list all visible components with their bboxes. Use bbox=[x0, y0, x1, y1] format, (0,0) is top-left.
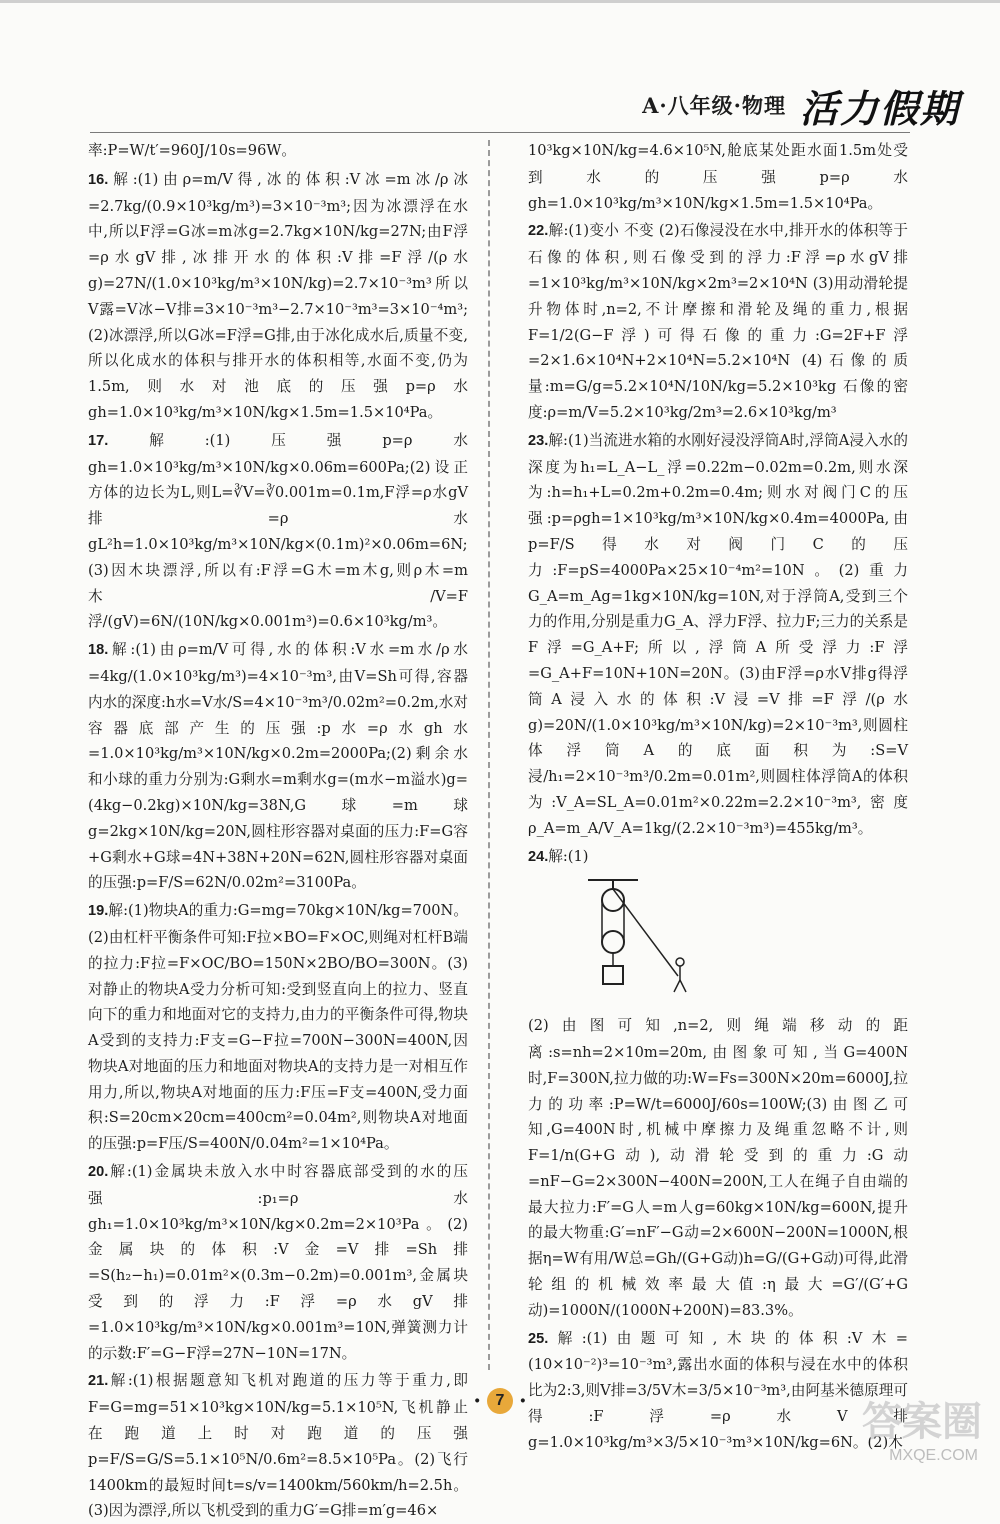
answer-item: (2)由图可知,n=2,则绳端移动的距离:s=nh=2×10m=20m,由图象可知,当G=400N时,F=300N,拉力做的功:W=Fs=300N×20m=6000J,拉力的功率:P=W/t=6000J/60s=100W;(3)由图乙可知,G=400N时,机械中摩擦力及绳重忽略不计,则F=1/n(G+G动),动滑轮受到的重力:G动=nF−G=2×300N−400N=200N,工人在绳子自由端的最大拉力:F′=G人=m人g=60kg×10N/kg=600N,提升的最大物重:G′=nF′−G动=2×600N−200N=1000N,根据η=W有用/W总=Gh/(G+G动)h=G/(G+G动)可得,此滑轮组的机械效率最大值:η最大=G′/(G′+G动)=1000N/(1000N+200N)=83.3%。 bbox=[528, 1017, 908, 1319]
answer-item: 19.解:(1)物块A的重力:G=mg=70kg×10N/kg=700N。(2)由杠杆平衡条件可知:F拉×BO=F×OC,则绳对杠杆B端的拉力:F拉=F×OC/BO=150N×2BO/BO=300N。(3)对静止的物块A受力分析可知:受到竖直向上的拉力、竖直向下的重力和地面对它的支持力,由力的平衡条件可得,物块A受到的支持力:F支=G−F拉=700N−300N=400N,因物块A对地面的压力和地面对物块A的支持力是一对相互作用力,所以,物块A对地面的压力:F压=F支=400N,受力面积:S=20cm×20cm=400cm²=0.04m²,则物块A对地面的压强:p=F压/S=400N/0.04m²=1×10⁴Pa。 bbox=[88, 902, 468, 1153]
top-border bbox=[0, 0, 1000, 3]
header-rule bbox=[90, 132, 910, 133]
load-box bbox=[603, 966, 623, 984]
answer-item: 24.解:(1) bbox=[528, 847, 589, 865]
answer-item: 16.解:(1)由ρ=m/V得,冰的体积:V冰=m冰/ρ冰=2.7kg/(0.9×10³kg/m³)=3×10⁻³m³;因为冰漂浮在水中,所以F浮=G冰=m冰g=2.7kg×10N/kg=27N;由F浮=ρ水gV排,冰排开水的体积:V排=F浮/(ρ水g)=27N/(1.0×10³kg/m³×10N/kg)=2.7×10⁻³m³所以V露=V冰−V排=3×10⁻³m³−2.7×10⁻³m³=3×10⁻⁴m³;(2)冰漂浮,所以G冰=F浮=G排,由于冰化成水后,质量不变,所以化成水的体积与排开水的体积相等,水面不变,仍为1.5m,则水对池底的压强p=ρ水gh=1.0×10³kg/m³×10N/kg×1.5m=1.5×10⁴Pa。 bbox=[88, 170, 468, 421]
right-column bbox=[528, 138, 908, 1451]
watermark-logo: 答案圈 bbox=[862, 1400, 982, 1444]
answer-item: 25.解:(1)由题可知,木块的体积:V木=(10×10⁻²)³=10⁻³m³,露出水面的体积与浸在水中的体积比为2:3,则V排=3/5V木=3/5×10⁻³m³,由阿基米德原理可得:F浮=ρ水V排g=1.0×10³kg/m³×3/5×10⁻³m³×10N/kg=6N。(2)木 bbox=[528, 1329, 908, 1451]
column-divider bbox=[488, 140, 490, 1370]
answer-item: 23.解:(1)当流进水箱的水刚好浸没浮筒A时,浮筒A浸入水的深度为h₁=L_A−L_浮=0.22m−0.02m=0.2m,则水深为:h=h₁+L=0.2m+0.2m=0.4m;则水对阀门C的压强:p=ρgh=1×10³kg/m³×10N/kg×0.4m=4000Pa,由p=F/S得水对阀门C的压力:F=pS=4000Pa×25×10⁻⁴m²=10N。(2)重力G_A=m_Ag=1kg×10N/kg=10N,对于浮筒A,受到三个力的作用,分别是重力G_A、浮力F浮、拉力F;三力的关系是F浮=G_A+F;所以,浮筒A所受浮力:F浮=G_A+F=10N+10N=20N。(3)由F浮=ρ水V排g得浮筒A浸入水的体积:V浸=V排=F浮/(ρ水g)=20N/(1.0×10³kg/m³×10N/kg)=2×10⁻³m³,则圆柱体浮筒A的底面积为:S=V浸/h₁=2×10⁻³m³/0.2m=0.01m²,则圆柱体浮筒A的体积为:V_A=SL_A=0.01m²×0.22m=2.2×10⁻³m³,密度ρ_A=m_A/V_A=1kg/(2.2×10⁻³m³)=455kg/m³。 bbox=[528, 431, 908, 837]
watermark-url: MXQE.COM bbox=[889, 1447, 978, 1464]
answer-item: 20.解:(1)金属块未放入水中时容器底部受到的水的压强:p₁=ρ水gh₁=1.0×10³kg/m³×10N/kg×0.2m=2×10³Pa。(2)金属块的体积:V金=V排=Sh排=S(h₂−h₁)=0.01m²×(0.3m−0.2m)=0.001m³,金属块受到的浮力:F浮=ρ水gV排=1.0×10³kg/m³×10N/kg×0.001m³=10N,弹簧测力计的示数:F′=G−F浮=27N−10N=17N。 bbox=[88, 1163, 468, 1362]
left-column bbox=[88, 138, 468, 1520]
answer-item: 10³kg×10N/kg=4.6×10⁵N,舱底某处距水面1.5m处受到水的压强p=ρ水gh=1.0×10³kg/m³×10N/kg×1.5m=1.5×10⁴Pa。 bbox=[528, 142, 908, 212]
answer-item: 17.解:(1)压强p=ρ水gh=1.0×10³kg/m³×10N/kg×0.06m=600Pa;(2)设正方体的边长为L,则L=∛V=∛0.001m=0.1m,F浮=ρ水gV排=ρ水gL²h=1.0×10³kg/m³×10N/kg×(0.1m)²×0.06m=6N;(3)因木块漂浮,所以有:F浮=G木=m木g,则ρ木=m木/V=F浮/(gV)=6N/(10N/kg×0.001m³)=0.6×10³kg/m³。 bbox=[88, 431, 468, 631]
rope-pull bbox=[613, 889, 678, 976]
movable-pulley bbox=[602, 931, 624, 953]
page-footer bbox=[0, 1386, 1000, 1416]
answer-item: 22.解:(1)变小 不变 (2)石像浸没在水中,排开水的体积等于石像的体积,则石像受到的浮力:F浮=ρ水gV排=1×10³kg/m³×10N/kg×2m³=2×10⁴N (3)用动滑轮提升物体时,n=2,不计摩擦和滑轮及绳的重力,根据F=1/2(G−F浮)可得石像的重力:G=2F+F浮=2×1.6×10⁴N+2×10⁴N=5.2×10⁴N (4)石像的质量:m=G/g=5.2×10⁴N/10N/kg=5.2×10³kg 石像的密度:ρ=m/V=5.2×10³kg/2m³=2.6×10³kg/m³ bbox=[528, 222, 908, 421]
worker-head bbox=[676, 958, 684, 966]
worker-leg bbox=[680, 980, 686, 992]
answer-item: 18.解:(1)由ρ=m/V可得,水的体积:V水=m水/ρ水=4kg/(1.0×10³kg/m³)=4×10⁻³m³,由V=Sh可得,容器内水的深度:h水=V水/S=4×10⁻³m³/0.02m²=0.2m,水对容器底部产生的压强:p水=ρ水gh水=1.0×10³kg/m³×10N/kg×0.2m=2000Pa;(2)剩余水和小球的重力分别为:G剩水=m剩水g=(m水−m溢水)g=(4kg−0.2kg)×10N/kg=38N,G球=m球g=2kg×10N/kg=20N,圆柱形容器对桌面的压力:F=G容+G剩水+G球=4N+38N+20N=62N,圆柱形容器对桌面的压强:p=F/S=62N/0.02m²=3100Pa。 bbox=[88, 641, 468, 892]
pulley-diagram bbox=[568, 876, 708, 996]
footer-dot: · bbox=[473, 1388, 481, 1414]
footer-dot: · bbox=[519, 1388, 527, 1414]
brand-logo: 活力假期 bbox=[799, 85, 960, 131]
worker-leg bbox=[674, 980, 680, 992]
answer-item: 率:P=W/t′=960J/10s=96W。 bbox=[88, 142, 296, 159]
page-number: 7 bbox=[487, 1388, 513, 1414]
answer-item: 21.解:(1)根据题意知飞机对跑道的压力等于重力,即F=G=mg=51×10³kg×10N/kg=5.1×10⁵N,飞机静止在跑道上时对跑道的压强p=F/S=G/S=5.1×10⁵N/0.6m²=8.5×10⁵Pa。(2)飞行1400km的最短时间t=s/v=1400km/560km/h=2.5h。(3)因为漂浮,所以飞机受到的重力G′=G排=m′g=46× bbox=[88, 1372, 468, 1520]
page-header bbox=[560, 70, 960, 140]
grade-label: A·八年级·物理 bbox=[642, 93, 786, 118]
